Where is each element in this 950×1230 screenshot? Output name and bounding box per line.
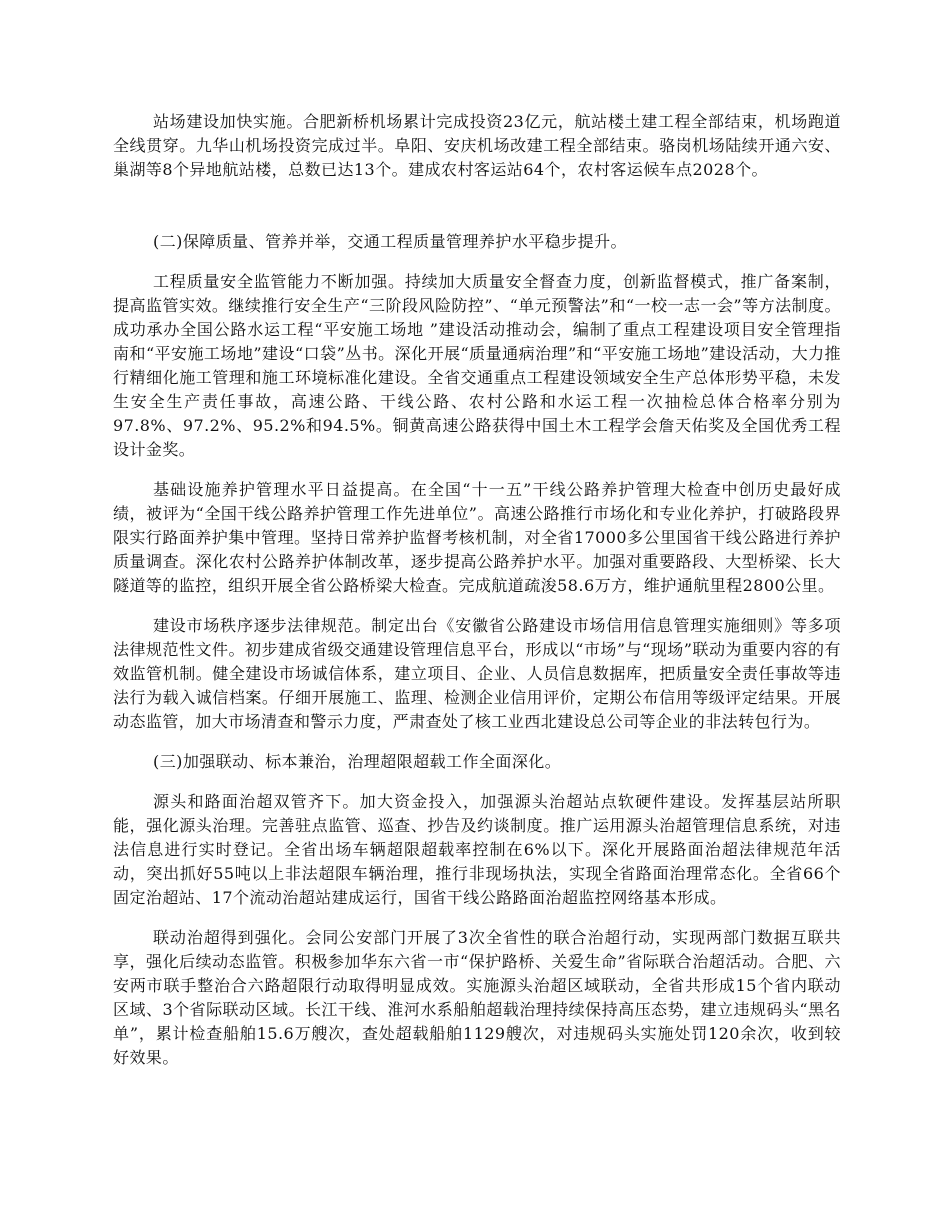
paragraph-airport-construction: 站场建设加快实施。合肥新桥机场累计完成投资23亿元，航站楼土建工程全部结束，机场跑道全线贯穿。九华山机场投资完成过半。阜阳、安庆机场改建工程全部结束。骆岗机场陆续开通六安、巢湖等8个异地航站楼，总数已达13个。建成农村客运站64个，农村客运候车点2028个。 xyxy=(113,112,841,179)
document-body xyxy=(113,110,841,1086)
section-heading-overload: (三)加强联动、标本兼治，治理超限超载工作全面深化。 xyxy=(153,752,562,771)
paragraph-joint-control: 联动治超得到强化。会同公安部门开展了3次全省性的联合治超行动，实现两部门数据互联共享，强化后续动态监管。积极参加华东六省一市“保护路桥、关爱生命”省际联合治超活动。合肥、六安两市联手整治合六路超限行动取得明显成效。实施源头治超区域联动，全省共形成15个省内联动区域、3个省际联动区域。长江干线、淮河水系船舶超载治理持续保持高压态势，建立违规码头“黑名单”，累计检查船舶15.6万艘次，查处超载船舶1129艘次，对违规码头实施处罚120余次，收到较好效果。 xyxy=(113,928,841,1067)
paragraph-maintenance: 基础设施养护管理水平日益提高。在全国“十一五”干线公路养护管理大检查中创历史最好成绩，被评为“全国干线公路养护管理工作先进单位”。高速公路推行市场化和专业化养护，打破路段界限实行路面养护集中管理。坚持日常养护监督考核机制，对全省17000多公里国省干线公路进行养护质量调查。深化农村公路养护体制改革，逐步提高公路养护水平。加强对重要路段、大型桥梁、长大隧道等的监控，组织开展全省公路桥梁大检查。完成航道疏浚58.6万方，维护通航里程2800公里。 xyxy=(113,480,841,595)
paragraph-market-order: 建设市场秩序逐步法律规范。制定出台《安徽省公路建设市场信用信息管理实施细则》等多项法律规范性文件。初步建成省级交通建设管理信息平台，形成以“市场”与“现场”联动为重要内容的有效监管机制。健全建设市场诚信体系，建立项目、企业、人员信息数据库，把质量安全责任事故等违法行为载入诚信档案。仔细开展施工、监理、检测企业信用评价，定期公布信用等级评定结果。开展动态监管，加大市场清查和警示力度，严肃查处了核工业西北建设总公司等企业的非法转包行为。 xyxy=(113,616,841,731)
paragraph-source-control: 源头和路面治超双管齐下。加大资金投入，加强源头治超站点软硬件建设。发挥基层站所职能，强化源头治理。完善驻点监管、巡查、抄告及约谈制度。推广运用源头治超管理信息系统，对违法信息进行实时登记。全省出场车辆超限超载率控制在6%以下。深化开展路面治超法律规范年活动，突出抓好55吨以上非法超限车辆治理，推行非现场执法，实现全省路面治理常态化。全省66个固定治超站、17个流动治超站建成运行，国省干线公路路面治超监控网络基本形成。 xyxy=(113,792,841,907)
paragraph-quality-safety: 工程质量安全监管能力不断加强。持续加大质量安全督查力度，创新监督模式，推广备案制，提高监管实效。继续推行安全生产“三阶段风险防控”、“单元预警法”和“一校一志一会”等方法制度。成功承办全国公路水运工程“平安施工场地 ”建设活动推动会，编制了重点工程建设项目安全管理指南和“平安施工场地”建设“口袋”丛书。深化开展“质量通病治理”和“平安施工场地”建设活动，大力推行精细化施工管理和施工环境标准化建设。全省交通重点工程建设领域安全生产总体形势平稳，未发生安全生产责任事故，高速公路、干线公路、农村公路和水运工程一次抽检总体合格率分别为97.8%、97.2%、95.2%和94.5%。铜黄高速公路获得中国土木工程学会詹天佑奖及全国优秀工程设计金奖。 xyxy=(113,272,841,459)
section-heading-quality: (二)保障质量、管养并举，交通工程质量管理养护水平稳步提升。 xyxy=(153,232,627,251)
section-gap xyxy=(113,182,841,230)
